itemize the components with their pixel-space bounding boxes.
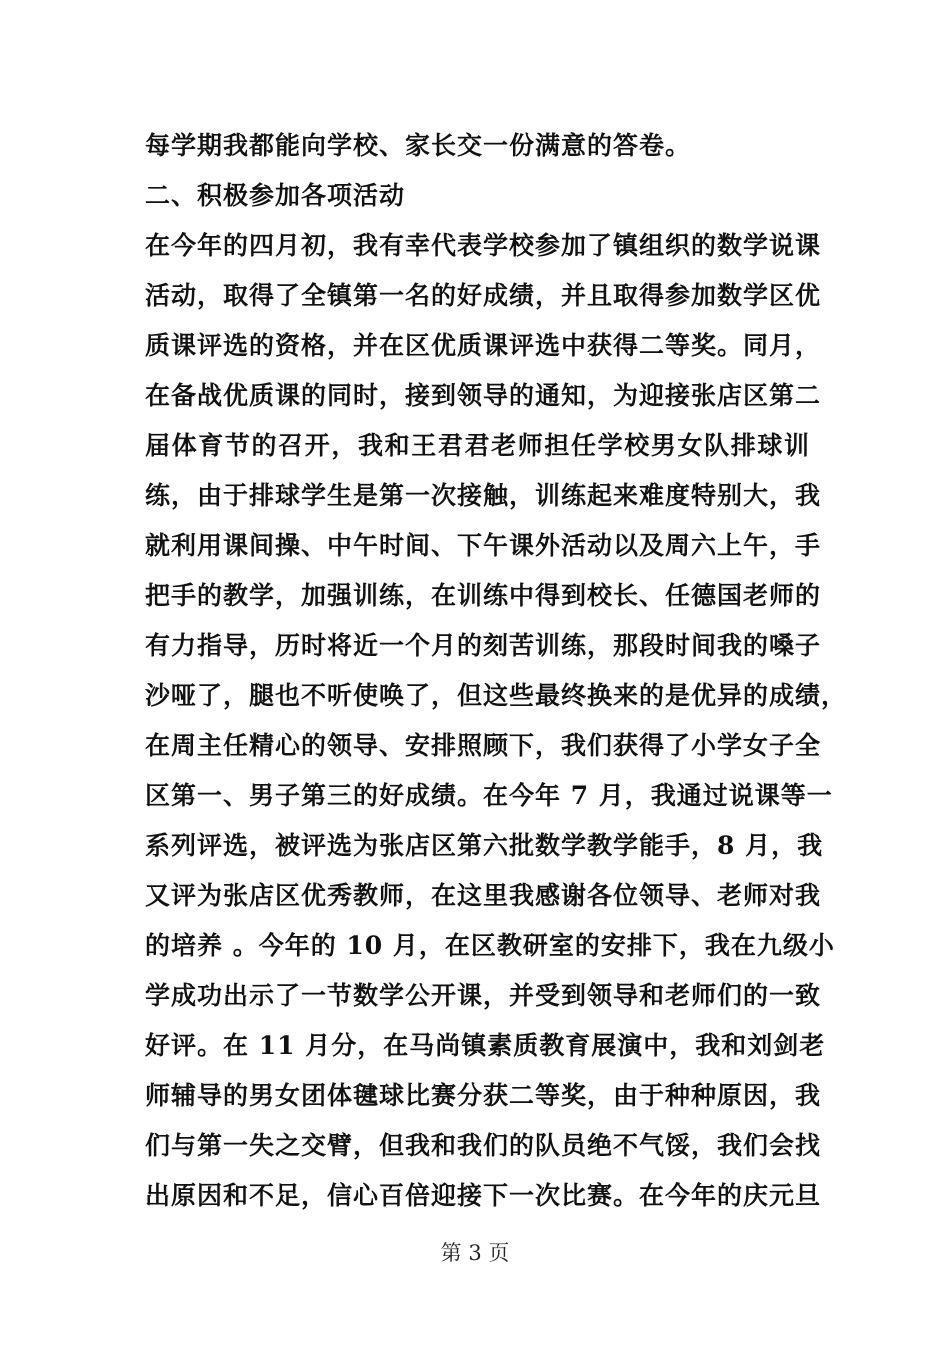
text-line: 在周主任精心的领导、安排照顾下，我们获得了小学女子全 bbox=[145, 731, 822, 760]
body-text bbox=[145, 121, 848, 1221]
text-line: 好评。在 11 月分，在马尚镇素质教育展演中，我和刘剑老 bbox=[145, 1031, 826, 1060]
text-line: 把手的教学，加强训练，在训练中得到校长、任德国老师的 bbox=[145, 581, 822, 610]
text-line: 届体育节的召开，我和王君君老师担任学校男女队排球训 bbox=[145, 431, 810, 460]
text-line: 学成功出示了一节数学公开课，并受到领导和老师们的一致 bbox=[145, 981, 822, 1010]
text-line: 就利用课间操、中午时间、下午课外活动以及周六上午，手 bbox=[145, 531, 822, 560]
text-line: 师辅导的男女团体毽球比赛分获二等奖，由于种种原因，我 bbox=[145, 1081, 822, 1110]
text-line: 系列评选，被评选为张店区第六批数学教学能手，8 月，我 bbox=[145, 831, 824, 860]
text-line: 活动，取得了全镇第一名的好成绩，并且取得参加数学区优 bbox=[145, 281, 822, 310]
text-line: 的培养 。今年的 10 月，在区教研室的安排下，我在九级小 bbox=[145, 931, 835, 960]
text-line: 有力指导，历时将近一个月的刻苦训练，那段时间我的嗓子 bbox=[145, 631, 822, 660]
text-line: 每学期我都能向学校、家长交一份满意的答卷。 bbox=[145, 131, 692, 160]
text-line: 区第一、男子第三的好成绩。在今年 7 月，我通过说课等一 bbox=[145, 781, 833, 810]
text-line: 又评为张店区优秀教师，在这里我感谢各位领导、老师对我 bbox=[145, 881, 822, 910]
text-line: 在今年的四月初，我有幸代表学校参加了镇组织的数学说课 bbox=[145, 231, 822, 260]
page-number: 第 3 页 bbox=[440, 1241, 510, 1265]
text-line: 质课评选的资格，并在区优质课评选中获得二等奖。同月， bbox=[145, 331, 822, 360]
text-line: 沙哑了，腿也不听使唤了，但这些最终换来的是优异的成绩， bbox=[145, 681, 848, 710]
text-line: 出原因和不足，信心百倍迎接下一次比赛。在今年的庆元旦 bbox=[145, 1181, 822, 1210]
text-line: 练，由于排球学生是第一次接触，训练起来难度特别大，我 bbox=[145, 481, 822, 510]
text-line: 在备战优质课的同时，接到领导的通知，为迎接张店区第二 bbox=[145, 381, 822, 410]
section-heading: 二、积极参加各项活动 bbox=[145, 181, 406, 210]
text-line: 们与第一失之交臂，但我和我们的队员绝不气馁，我们会找 bbox=[145, 1131, 822, 1160]
